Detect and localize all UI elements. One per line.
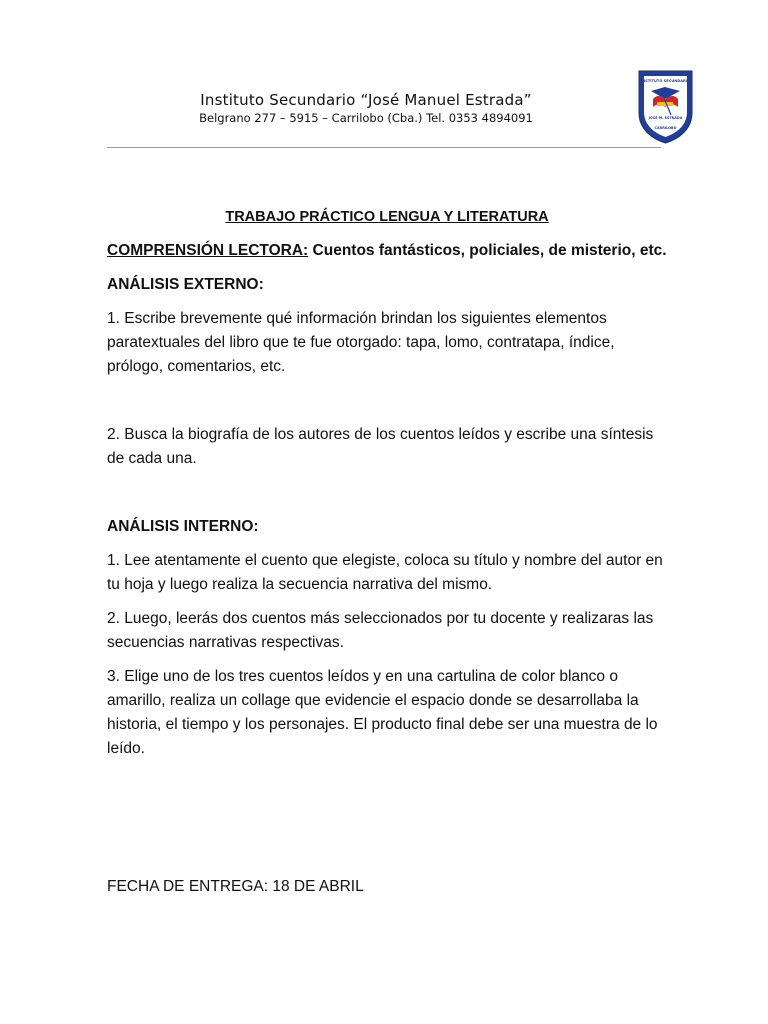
crest-top-text: INSTITUTO SECUNDARIO [640, 79, 691, 83]
external-item-2: 2. Busca la biografía de los autores de los cuentos leídos y escribe una síntesis de cada una. [107, 426, 654, 467]
spacer [107, 771, 667, 875]
header-address: Belgrano 277 – 5915 – Carrilobo (Cba.) Tel. 0353 4894091 [199, 111, 533, 125]
document-body [107, 205, 667, 909]
internal-item-2: 2. Luego, leerás dos cuentos más seleccionados por tu docente y realizaras las secuencias narrativas respectivas. [107, 610, 654, 651]
internal-item-1: 1. Lee atentamente el cuento que elegiste, coloca su título y nombre del autor en tu hoja y luego realiza la secuencia narrativa del mismo. [107, 552, 663, 593]
header-institution: Instituto Secundario “José Manuel Estrada” [200, 91, 532, 109]
document-title: TRABAJO PRÁCTICO LENGUA Y LITERATURA [225, 209, 549, 225]
crest-ribbon-text: JOSÉ M. ESTRADA [648, 116, 683, 120]
internal-item-3: 3. Elige uno de los tres cuentos leídos y en una cartulina de color blanco o amarillo, realiza un collage que evidencie el espacio donde se desarrollaba la historia, el tiempo y los personajes. El producto final debe ser una muestra de lo leído. [107, 668, 658, 757]
header-divider [107, 147, 661, 148]
crest-bottom-text: CARRILOBO [654, 126, 677, 130]
due-date: FECHA DE ENTREGA: 18 DE ABRIL [107, 878, 364, 895]
internal-analysis-heading: ANÁLISIS INTERNO: [107, 518, 259, 535]
spacer [107, 389, 667, 423]
external-analysis-heading: ANÁLISIS EXTERNO: [107, 276, 264, 293]
external-item-1: 1. Escribe brevemente qué información brindan los siguientes elementos paratextuales del libro que te fue otorgado: tapa, lomo, contratapa, índice, prólogo, comentarios, etc. [107, 310, 615, 375]
school-crest-icon [637, 69, 694, 144]
spacer [107, 481, 667, 515]
subtitle-label: COMPRENSIÓN LECTORA: [107, 242, 309, 259]
document-subtitle [107, 239, 667, 263]
subtitle-text: Cuentos fantásticos, policiales, de misterio, etc. [308, 242, 667, 259]
